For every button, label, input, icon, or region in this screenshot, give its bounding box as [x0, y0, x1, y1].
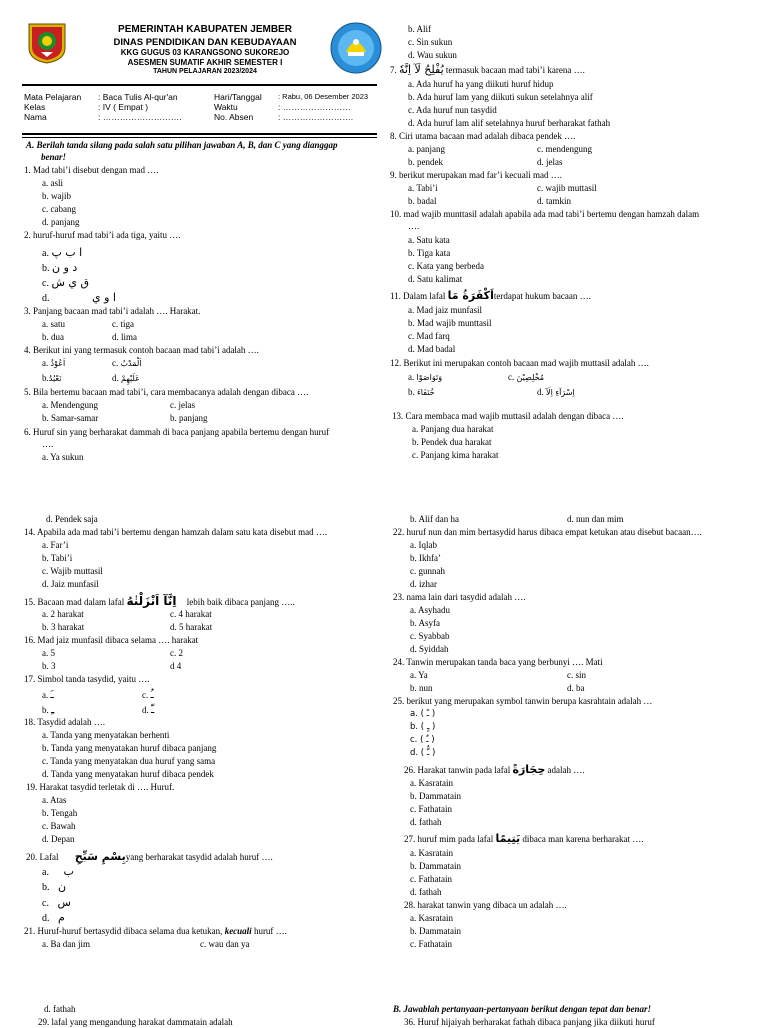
q9-option-a: a. Tabi’i: [408, 183, 438, 193]
q28-option-d: d. fathah: [44, 1004, 76, 1014]
q29-text: 29. lafal yang mengandung harakat dammatain adalah: [38, 1017, 233, 1027]
kelas-label: Kelas: [24, 102, 46, 112]
waktu-value: : ……………………: [278, 102, 351, 112]
q20-option-b: b. ن: [42, 880, 67, 893]
nama-label: Nama: [24, 112, 47, 122]
q18-option-c: c. Tanda yang menyatakan dua huruf yang sama: [42, 756, 216, 766]
q15-option-c: c. 4 harakat: [170, 609, 212, 619]
tut-wuri-handayani-logo: [330, 22, 382, 74]
q25-text: 25. berikut yang merupakan symbol tanwin berupa kasrahtain adalah …: [393, 696, 653, 706]
hari-label: Hari/Tanggal: [214, 92, 262, 102]
q6-option-d: d. Wau sukun: [408, 50, 457, 60]
q27-text: 27. huruf mim pada lafal يَتِيمًا dibaca man karena berharakat ….: [404, 832, 644, 845]
q25-option-d: d. ( ـٌّ ): [410, 748, 436, 758]
q17-option-c: c. ـُ: [142, 688, 154, 701]
q2-option-b: b. د و ن: [42, 261, 78, 274]
q9-option-b: b. badal: [408, 196, 437, 206]
q7-option-b: b. Ada huruf lam yang diikuti sukun setelahnya alif: [408, 92, 593, 102]
q18-option-b: b. Tanda yang menyatakan huruf dibaca panjang: [42, 743, 217, 753]
q11-option-a: a. Mad jaiz munfasil: [408, 305, 482, 315]
q19-option-a: a. Atas: [42, 795, 67, 805]
q23-text: 23. nama lain dari tasydid adalah ….: [393, 592, 526, 602]
q26-option-c: c. Fathatain: [410, 804, 452, 814]
info-values-left: [98, 92, 182, 122]
q5-option-d: b. panjang: [170, 413, 208, 423]
q3-option-c: c. tiga: [112, 319, 134, 329]
q16-option-a: a. 5: [42, 648, 55, 658]
q13-text: 13. Cara membaca mad wajib muttasil adalah dengan dibaca ….: [392, 411, 624, 421]
q25-option-b: b. ( ـٍ ): [410, 722, 436, 732]
info-rule-thin: [22, 137, 377, 138]
info-values-right: [278, 92, 368, 122]
q21-option-a: a. Ba dan jim: [42, 939, 90, 949]
q4-option-c: c. اَلْمَدْبُ: [112, 358, 142, 368]
q12-option-b: b. خُنَفَاءَ: [408, 387, 435, 397]
q3-option-d: d. lima: [112, 332, 137, 342]
q8-text: 8. Ciri utama bacaan mad adalah dibaca pendek ….: [390, 131, 576, 141]
q13-option-b2: b. Alif dan ha: [410, 514, 459, 524]
q7-option-d: d. Ada huruf lam alif setelahnya huruf berharakat fathah: [408, 118, 611, 128]
q27-option-b: b. Dammatain: [410, 861, 461, 871]
q13-option-c: c. Panjang kima harakat: [412, 450, 499, 460]
q23-option-a: a. Asyhadu: [410, 605, 450, 615]
q26-option-b: b. Dammatain: [410, 791, 461, 801]
q14-text: 14. Apabila ada mad tabi’i bertemu dengan hamzah dalam satu kata disebut mad ….: [24, 527, 328, 537]
waktu-label: Waktu: [214, 102, 238, 112]
q11-option-b: b. Mad wajib munttasil: [408, 318, 492, 328]
q28-text: 28. harakat tanwin yang dibaca un adalah ….: [404, 900, 567, 910]
q6-option-b: b. Alif: [408, 24, 432, 34]
q9-option-d: d. tamkin: [537, 196, 571, 206]
letterhead: [90, 24, 320, 77]
q24-option-b: b. nun: [410, 683, 433, 693]
q17-option-d: d. ـّ: [142, 703, 155, 716]
mapel-label: Mata Pelajaran: [24, 92, 82, 102]
q22-text: 22. huruf nun dan mim bertasydid harus dibaca empat ketukan atau disebut bacaan….: [393, 527, 702, 537]
q12-option-d: d. اِسْرَآءِ اِلَآ: [537, 387, 575, 397]
q8-option-d: d. jelas: [537, 157, 563, 167]
q1-option-b: b. wajib: [42, 191, 71, 201]
q18-option-a: a. Tanda yang menyatakan berhenti: [42, 730, 170, 740]
q12-option-c: c. مُخْلِصِيْنَ: [508, 372, 545, 382]
q26-option-a: a. Kasratain: [410, 778, 453, 788]
q14-option-d: d. Jaiz munfasil: [42, 579, 99, 589]
q25-option-a: a. ( ـً ): [410, 709, 436, 719]
header-rule: [22, 84, 377, 86]
q24-option-c: c. sin: [567, 670, 586, 680]
q16-option-b: b. 3: [42, 661, 56, 671]
q23-option-d: d. Syiddah: [410, 644, 449, 654]
q21-option-c: c. wau dan ya: [200, 939, 250, 949]
q3-text: 3. Panjang bacaan mad tabi’i adalah …. Harakat.: [24, 306, 201, 316]
q28-option-a: a. Kasratain: [410, 913, 453, 923]
q13-option-d2: d. nun dan mim: [567, 514, 624, 524]
q23-option-b: b. Asyfa: [410, 618, 440, 628]
q10-text-cont: ….: [408, 221, 420, 231]
q26-option-d: d. fathah: [410, 817, 442, 827]
q5-option-a: a. Mendengung: [42, 400, 98, 410]
q18-option-d: d. Tanda yang menyatakan huruf dibaca pendek: [42, 769, 214, 779]
q24-text: 24. Tanwin merupakan tanda baca yang berbunyi …. Mati: [393, 657, 603, 667]
q22-option-b: b. Ikhfa’: [410, 553, 441, 563]
q5-option-c: c. jelas: [170, 400, 195, 410]
q10-option-c: c. Kata yang berbeda: [408, 261, 484, 271]
q15-option-b: b. 3 harakat: [42, 622, 85, 632]
q28-option-c: c. Fathatain: [410, 939, 452, 949]
info-labels-right: [214, 92, 262, 122]
q5-text: 5. Bila bertemu bacaan mad tabi’i, cara membacanya adalah dengan dibaca ….: [24, 387, 309, 397]
q6-option-d: d. Pendek saja: [46, 514, 98, 524]
q2-option-d: d. ا و ي: [42, 291, 116, 304]
q24-option-d: d. ba: [567, 683, 585, 693]
q14-option-b: b. Tabi’i: [42, 553, 73, 563]
section-a-instruction-cont: benar!: [41, 152, 67, 162]
q8-option-a: a. panjang: [408, 144, 445, 154]
q11-option-d: d. Mad badal: [408, 344, 456, 354]
q25-option-c: c. ( ـٌ ): [410, 735, 435, 745]
q8-option-b: b. pendek: [408, 157, 443, 167]
info-labels-left: [24, 92, 81, 122]
q15-text: 15. Bacaan mad dalam lafal اِنَّآ اَنْزَلْنٰهُ lebih baik dibaca panjang …..: [24, 594, 295, 608]
nama-value: : ……………………….: [98, 112, 182, 122]
q10-option-a: a. Satu kata: [408, 235, 450, 245]
info-rule: [22, 133, 377, 135]
q17-option-a: a. ـَ: [42, 688, 54, 701]
q16-option-d: d 4: [170, 661, 182, 671]
q1-text: 1. Mad tabi’i disebut dengan mad ….: [24, 165, 159, 175]
q19-text: 19. Harakat tasydid terletak di …. Huruf.: [26, 782, 175, 792]
q27-option-c: c. Fathatain: [410, 874, 452, 884]
q16-text: 16. Mad jaiz munfasil dibaca selama …. harakat: [24, 635, 199, 645]
q27-option-d: d. fathah: [410, 887, 442, 897]
q14-option-a: a. Far’i: [42, 540, 69, 550]
q10-text: 10. mad wajib munttasil adalah apabila ada mad tabi’i bertemu dengan hamzah dalam: [390, 209, 700, 219]
q11-text: 11. Dalam lafal اَكْفَرَةُ مَاterdapat hukum bacaan ….: [390, 289, 591, 302]
q19-option-d: d. Depan: [42, 834, 75, 844]
hari-value: : Rabu, 06 Desember 2023: [278, 92, 369, 101]
q4-option-a: a. اَعُوْذُ: [42, 358, 66, 368]
q2-option-c: c. ق ي ش: [42, 276, 90, 289]
q16-option-c: c. 2: [170, 648, 183, 658]
cluster-title: KKG GUGUS 03 KARANGSONO SUKOREJO: [120, 48, 290, 58]
section-a-instruction: A. Berilah tanda silang pada salah satu pilihan jawaban A, B, dan C yang dianggap: [26, 140, 338, 150]
q10-option-d: d. Satu kalimat: [408, 274, 463, 284]
q20-text: 20. Lafal بِسْمِ سَبِّحِyang berharakat tasydid adalah huruf ….: [26, 850, 273, 863]
q27-option-a: a. Kasratain: [410, 848, 453, 858]
absen-label: No. Absen: [214, 112, 254, 122]
q1-option-c: c. cabang: [42, 204, 76, 214]
q17-text: 17. Simbol tanda tasydid, yaitu ….: [24, 674, 150, 684]
exam-title: ASESMEN SUMATIF AKHIR SEMESTER I: [127, 58, 283, 68]
q22-option-a: a. Iqlab: [410, 540, 437, 550]
kelas-value: : IV ( Empat ): [98, 102, 149, 112]
q12-option-a: a. وَتَوَاصَوْا: [408, 372, 443, 382]
q3-option-b: b. dua: [42, 332, 64, 342]
mapel-value: : Baca Tulis Al-qur'an: [98, 92, 178, 102]
q13-option-a: a. Panjang dua harakat: [412, 424, 494, 434]
q4-text: 4. Berikut ini yang termasuk contoh bacaan mad tabi’i adalah ….: [24, 345, 259, 355]
absen-value: : …………………….: [278, 112, 354, 122]
q15-option-a: a. 2 harakat: [42, 609, 84, 619]
q4-option-b: b.نَعْبُدُ: [42, 373, 62, 383]
q6-option-a: a. Ya sukun: [42, 452, 84, 462]
q23-option-c: c. Syabbab: [410, 631, 450, 641]
q22-option-d: d. izhar: [410, 579, 437, 589]
q20-option-d: d. م: [42, 911, 65, 924]
q10-option-b: b. Tiga kata: [408, 248, 451, 258]
q6-text: 6. Huruf sin yang berharakat dammah di baca panjang apabila bertemu dengan huruf: [24, 427, 330, 437]
q28-option-b: b. Dammatain: [410, 926, 461, 936]
q14-option-c: c. Wajib muttasil: [42, 566, 103, 576]
q18-text: 18. Tasydid adalah ….: [24, 717, 105, 727]
q6-option-c: c. Sin sukun: [408, 37, 453, 47]
q7-option-c: c. Ada huruf nun tasydid: [408, 105, 497, 115]
year-title: TAHUN PELAJARAN 2023/2024: [153, 68, 257, 76]
q8-option-c: c. mendengung: [537, 144, 592, 154]
q24-option-a: a. Ya: [410, 670, 428, 680]
q19-option-c: c. Bawah: [42, 821, 76, 831]
q9-option-c: c. wajib muttasil: [537, 183, 597, 193]
q15-option-d: d. 5 harakat: [170, 622, 213, 632]
q1-option-a: a. asli: [42, 178, 63, 188]
q19-option-b: b. Tengah: [42, 808, 78, 818]
q5-option-b: b. Samar-samar: [42, 413, 99, 423]
q6-text-cont: ….: [42, 439, 54, 449]
q22-option-c: c. gunnah: [410, 566, 445, 576]
q26-text: 26. Harakat tanwin pada lafal حِجَارَةً adalah ….: [404, 763, 585, 776]
gov-title: PEMERINTAH KABUPATEN JEMBER: [118, 24, 292, 35]
jember-logo: [27, 22, 67, 64]
section-b-instruction: B. Jawablah pertanyaan-pertanyaan berikut dengan tepat dan benar!: [393, 1004, 652, 1014]
q7-text: 7. يُفْلِحُ لَآ اِنَّهٗ termasuk bacaan mad tabi’i karena ….: [390, 63, 585, 76]
q7-option-a: a. Ada huruf ha yang diikuti huruf hidup: [408, 79, 554, 89]
q36-text: 36. Huruf hijaiyah berharakat fathah dibaca panjang jika diikuti huruf: [404, 1017, 655, 1027]
q2-option-a: a. ا ب پ: [42, 246, 83, 259]
q21-text: 21. Huruf-huruf bertasydid dibaca selama dua ketukan, kecuali huruf ….: [24, 926, 287, 936]
q9-text: 9. berikut merupakan mad far’i kecuali mad ….: [390, 170, 563, 180]
q20-option-a: a. ب: [42, 865, 74, 878]
q11-option-c: c. Mad farq: [408, 331, 450, 341]
q13-option-b: b. Pendek dua harakat: [412, 437, 492, 447]
dept-title: DINAS PENDIDIKAN DAN KEBUDAYAAN: [113, 36, 297, 48]
q1-option-d: d. panjang: [42, 217, 80, 227]
q4-option-d: d. عَلَيْهِمْ: [112, 373, 140, 383]
q17-option-b: b. ـِ: [42, 703, 55, 716]
q3-option-a: a. satu: [42, 319, 65, 329]
q20-option-c: c. س: [42, 896, 71, 909]
q12-text: 12. Berikut ini merupakan contoh bacaan mad wajib muttasil adalah ….: [390, 358, 649, 368]
q2-text: 2. huruf-huruf mad tabi’i ada tiga, yaitu ….: [24, 230, 181, 240]
